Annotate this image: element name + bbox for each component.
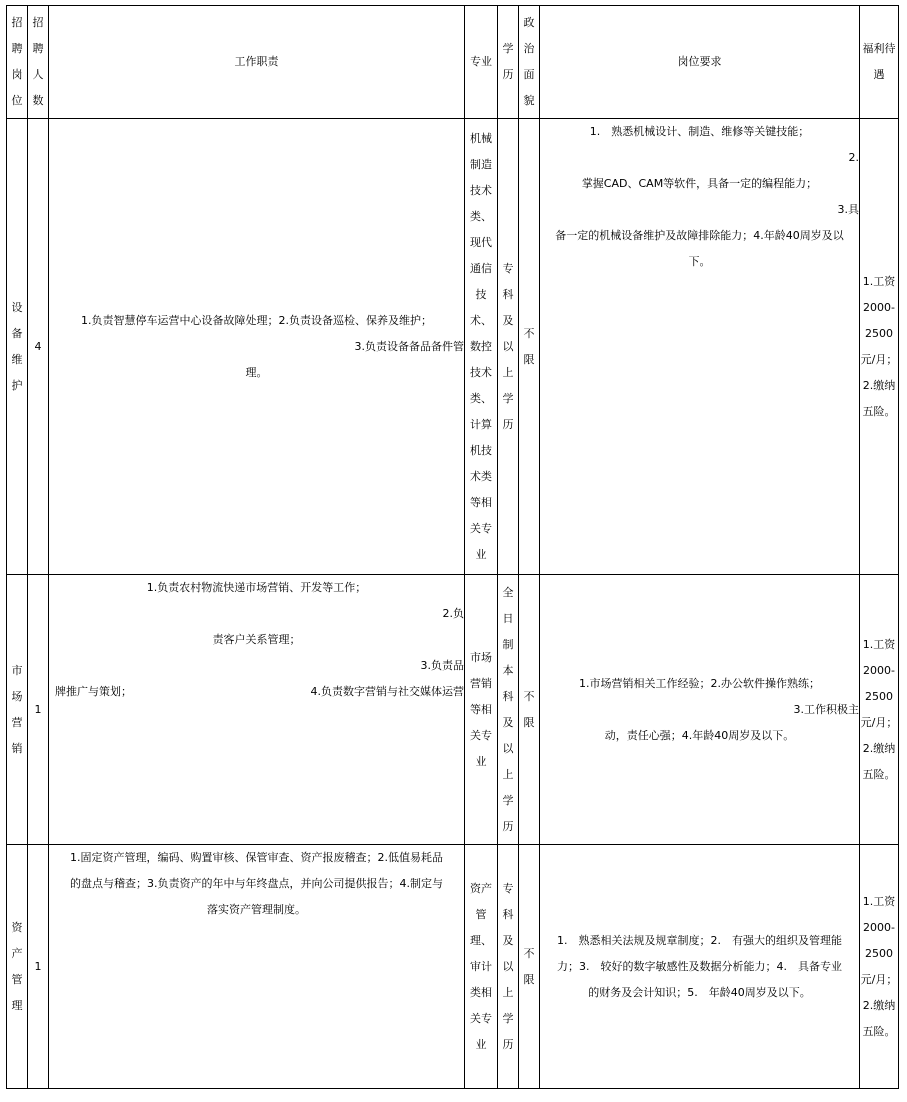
education-cell: 专科及以上学历 — [498, 845, 519, 1089]
table-row — [7, 575, 899, 845]
count-cell: 4 — [28, 119, 49, 575]
requirement-line: 3.工作积极主 — [793, 702, 859, 716]
header-requirements: 岗位要求 — [540, 6, 860, 119]
table-row — [7, 845, 899, 1089]
duty-line: 1.负责智慧停车运营中心设备故障处理；2.负责设备巡检、保养及维护； — [81, 313, 432, 327]
duty-line: 2.负 — [442, 607, 464, 620]
header-row — [7, 6, 899, 119]
count-cell: 1 — [28, 845, 49, 1089]
header-count: 招聘人数 — [28, 6, 49, 119]
requirement-line: 下。 — [688, 255, 711, 268]
header-duties: 工作职责 — [49, 6, 465, 119]
requirements-cell — [540, 845, 860, 1089]
requirements-cell — [540, 119, 860, 575]
duties-cell — [49, 119, 465, 575]
benefits-cell: 1.工资2000-2500元/月；2.缴纳五险。 — [860, 845, 899, 1089]
header-benefits: 福利待遇 — [860, 6, 899, 119]
education-cell: 全日制本科及以上学历 — [498, 575, 519, 845]
header-major: 专业 — [465, 6, 498, 119]
benefits-cell: 1.工资2000-2500元/月；2.缴纳五险。 — [860, 575, 899, 845]
duties-cell — [49, 845, 465, 1089]
requirement-line: 3.具 — [837, 203, 859, 216]
duty-line: 1.固定资产管理，编码、购置审核、保管审查、资产报废稽查；2.低值易耗品 — [70, 851, 443, 864]
recruitment-table — [6, 5, 899, 1089]
header-political: 政治面貌 — [519, 6, 540, 119]
count-cell: 1 — [28, 575, 49, 845]
duty-line: 1.负责农村物流快递市场营销、开发等工作； — [146, 581, 367, 594]
duty-line: 3.负责设备备品备件管 — [354, 339, 464, 353]
requirement-line: 1. 熟悉相关法规及规章制度；2. 有强大的组织及管理能 — [557, 933, 842, 947]
requirement-line: 力；3. 较好的数字敏感性及数据分析能力；4. 具备专业 — [557, 959, 842, 973]
requirement-line: 1. 熟悉机械设计、制造、维修等关键技能； — [589, 125, 810, 138]
benefits-cell: 1.工资2000-2500元/月；2.缴纳五险。 — [860, 119, 899, 575]
duty-line: 理。 — [245, 365, 268, 379]
major-cell: 资产管理、审计类相关专业 — [465, 845, 498, 1089]
requirement-line: 2. — [848, 151, 859, 164]
education-cell: 专科及以上学历 — [498, 119, 519, 575]
duties-cell — [49, 575, 465, 845]
major-cell: 机械制造技术类、现代通信技术、数控技术类、计算机技术类等相关专业 — [465, 119, 498, 575]
duty-line: 责客户关系管理； — [212, 633, 301, 646]
major-cell: 市场营销等相关专业 — [465, 575, 498, 845]
requirement-line: 掌握CAD、CAM等软件，具备一定的编程能力； — [581, 177, 818, 190]
duty-line-pair — [49, 679, 464, 705]
duty-line: 牌推广与策划； — [55, 685, 132, 698]
position-cell: 市场营销 — [7, 575, 28, 845]
requirement-line: 备一定的机械设备维护及故障排除能力；4.年龄40周岁及以 — [555, 229, 844, 242]
position-cell: 资产管理 — [7, 845, 28, 1089]
table-row — [7, 119, 899, 575]
political-cell: 不限 — [519, 845, 540, 1089]
requirement-line: 动，责任心强；4.年龄40周岁及以下。 — [604, 728, 795, 742]
header-education: 学历 — [498, 6, 519, 119]
duty-line: 落实资产管理制度。 — [207, 903, 306, 916]
duty-line: 4.负责数字营销与社交媒体运营 — [310, 685, 464, 698]
requirement-line: 的财务及会计知识；5. 年龄40周岁及以下。 — [588, 985, 811, 999]
header-position: 招聘岗位 — [7, 6, 28, 119]
requirements-cell — [540, 575, 860, 845]
duty-line: 的盘点与稽查；3.负责资产的年中与年终盘点，并向公司提供报告；4.制定与 — [70, 877, 443, 890]
political-cell: 不限 — [519, 119, 540, 575]
duty-line: 3.负责品 — [420, 659, 464, 672]
requirement-line: 1.市场营销相关工作经验；2.办公软件操作熟练； — [579, 676, 820, 690]
political-cell: 不限 — [519, 575, 540, 845]
position-cell: 设备维护 — [7, 119, 28, 575]
